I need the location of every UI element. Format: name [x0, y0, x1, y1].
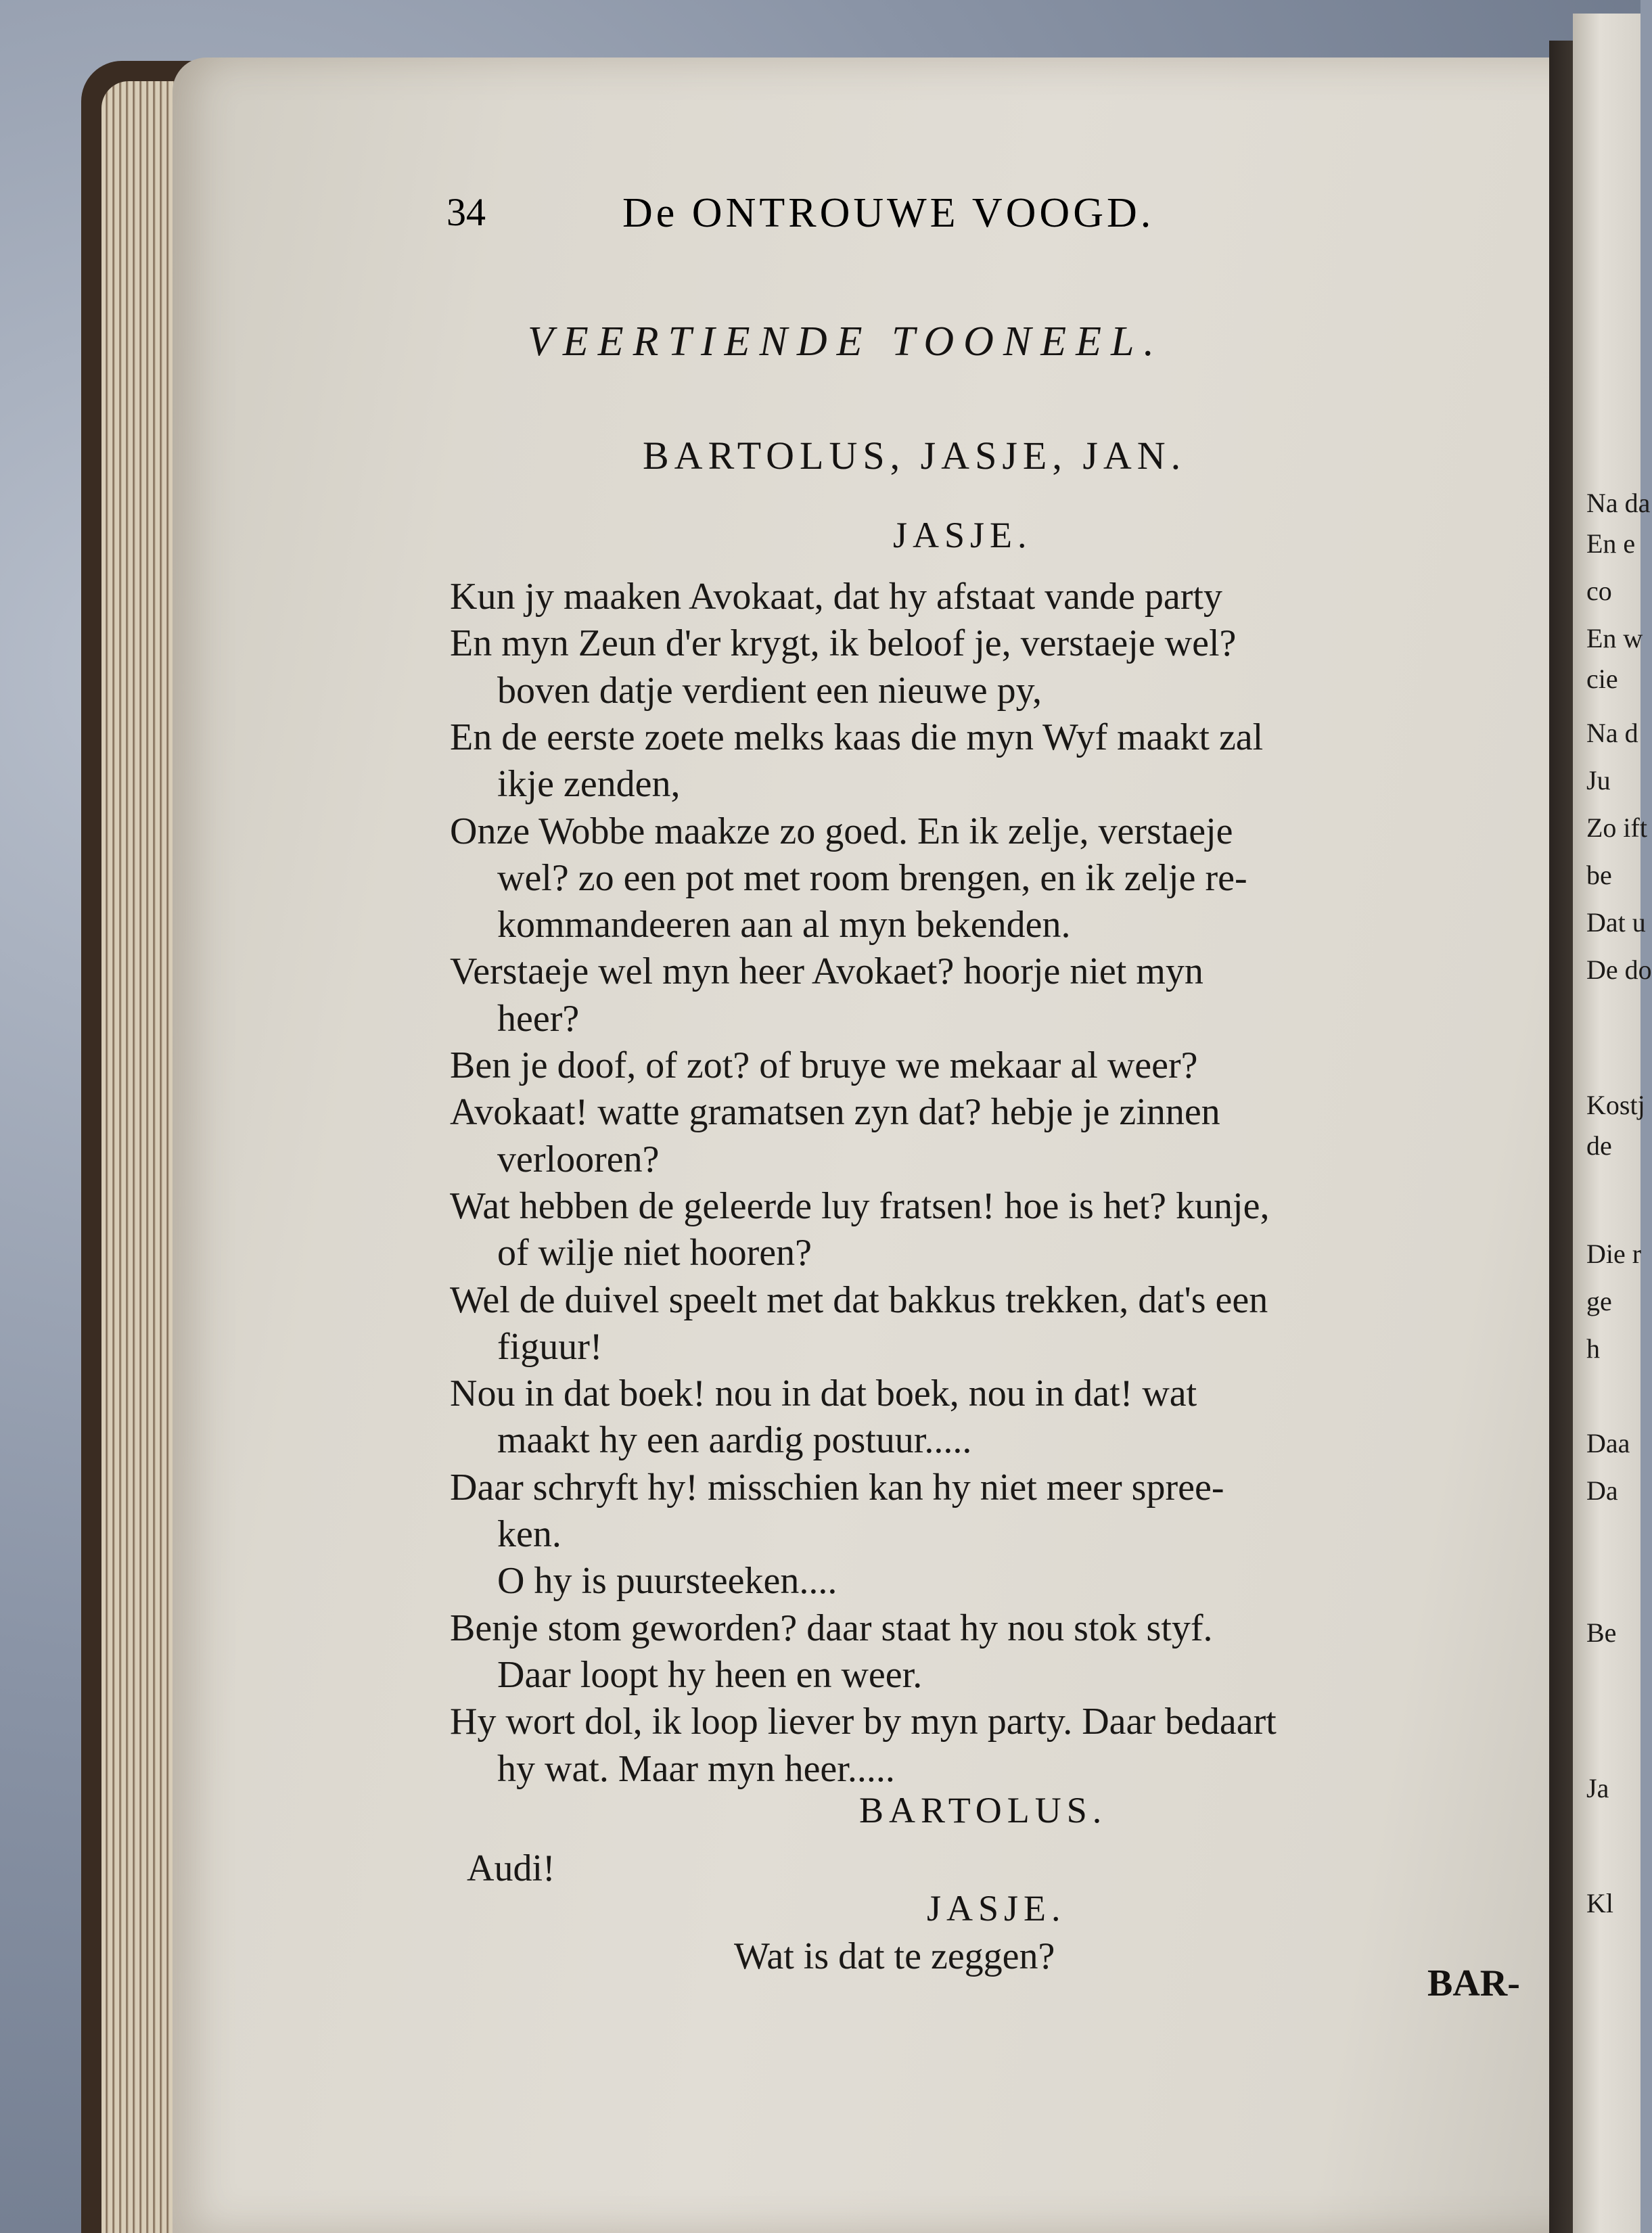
character-list: BARTOLUS, JASJE, JAN. — [643, 434, 1187, 478]
verse-line: Wel de duivel speelt met dat bakkus trekken, dat's een — [450, 1279, 1268, 1321]
verse-line: Benje stom geworden? daar staat hy nou stok styf. — [450, 1607, 1213, 1649]
facing-page-fragment: Da — [1586, 1475, 1618, 1506]
book-page — [173, 57, 1573, 2233]
verse-line: O hy is puursteeken.... — [497, 1560, 838, 1603]
verse-line: Ben je doof, of zot? of bruye we mekaar al weer? — [450, 1044, 1198, 1086]
verse-line: Verstaeje wel myn heer Avokaet? hoorje niet myn — [450, 950, 1203, 993]
verse-line: ken. — [497, 1513, 561, 1555]
verse-line: hy wat. Maar myn heer..... — [497, 1747, 895, 1790]
verse-line: wel? zo een pot met room brengen, en ik zelje re- — [497, 856, 1247, 899]
verse-line: Daar loopt hy heen en weer. — [497, 1653, 923, 1696]
speaker-name: JASJE. — [893, 515, 1032, 555]
verse-line: verlooren? — [497, 1138, 660, 1180]
scene-title: VEERTIENDE TOONEEL. — [528, 319, 1164, 365]
verse-line: figuur! — [497, 1325, 603, 1368]
verse-line: heer? — [497, 997, 580, 1040]
facing-page-fragment: Die r — [1586, 1239, 1642, 1269]
page-header — [446, 189, 1475, 244]
speaker-name: BARTOLUS. — [859, 1790, 1107, 1831]
speaker-name: JASJE. — [927, 1888, 1066, 1929]
verse-line: En de eerste zoete melks kaas die myn Wyf maakt zal — [450, 716, 1264, 758]
facing-page-fragment: Na d — [1586, 718, 1638, 748]
facing-page-fragment: co — [1586, 576, 1612, 606]
verse-line: maakt hy een aardig postuur..... — [497, 1419, 972, 1462]
verse-line: ikje zenden, — [497, 763, 681, 806]
verse-line: of wilje niet hooren? — [497, 1232, 812, 1274]
speech-line: Wat is dat te zeggen? — [734, 1935, 1055, 1977]
facing-page-fragment: Kostj — [1586, 1090, 1645, 1120]
verse-line: Daar schryft hy! misschien kan hy niet meer spree- — [450, 1466, 1224, 1509]
facing-page-fragment: Na da — [1586, 488, 1651, 518]
running-title: De ONTROUWE VOOGD. — [622, 190, 1155, 236]
facing-page-fragment: Be — [1586, 1617, 1617, 1648]
facing-page-fragment: De do — [1586, 954, 1652, 985]
verse-line: Kun jy maaken Avokaat, dat hy afstaat vande party — [450, 576, 1222, 618]
verse-line: kommandeeren aan al myn bekenden. — [497, 904, 1071, 946]
facing-page — [1573, 14, 1652, 2233]
facing-page-fragment: ge — [1586, 1286, 1612, 1316]
speech-line: Audi! — [467, 1847, 555, 1889]
facing-page-fragment: Ja — [1586, 1773, 1609, 1803]
facing-page-fragment: de — [1586, 1130, 1612, 1161]
page-edges — [101, 81, 183, 2233]
facing-page-fragment: h — [1586, 1333, 1600, 1364]
verse-line: Avokaat! watte gramatsen zyn dat? hebje je zinnen — [450, 1091, 1220, 1134]
facing-page-fragment: Dat u — [1586, 907, 1646, 938]
facing-page-fragment: Kl — [1586, 1888, 1613, 1918]
facing-page-fragment: En e — [1586, 528, 1636, 559]
facing-page-fragment: En w — [1586, 623, 1643, 653]
facing-page-fragment: Ju — [1586, 765, 1611, 796]
verse-line: En myn Zeun d'er krygt, ik beloof je, verstaeje wel? — [450, 622, 1237, 665]
verse-line: Onze Wobbe maakze zo goed. En ik zelje, verstaeje — [450, 810, 1233, 852]
facing-page-fragment: Daa — [1586, 1428, 1630, 1458]
facing-page-fragment: Zo ift — [1586, 812, 1647, 843]
facing-page-fragment: cie — [1586, 664, 1618, 694]
verse-line: Nou in dat boek! nou in dat boek, nou in dat! wat — [450, 1373, 1197, 1415]
catchword: BAR- — [1427, 1962, 1520, 2004]
verse-line: Hy wort dol, ik loop liever by myn party. Daar bedaart — [450, 1701, 1277, 1743]
page-number: 34 — [446, 190, 486, 234]
verse-line: Wat hebben de geleerde luy fratsen! hoe is het? kunje, — [450, 1184, 1270, 1227]
facing-page-fragment: be — [1586, 860, 1612, 890]
verse-line: boven datje verdient een nieuwe py, — [497, 669, 1042, 712]
